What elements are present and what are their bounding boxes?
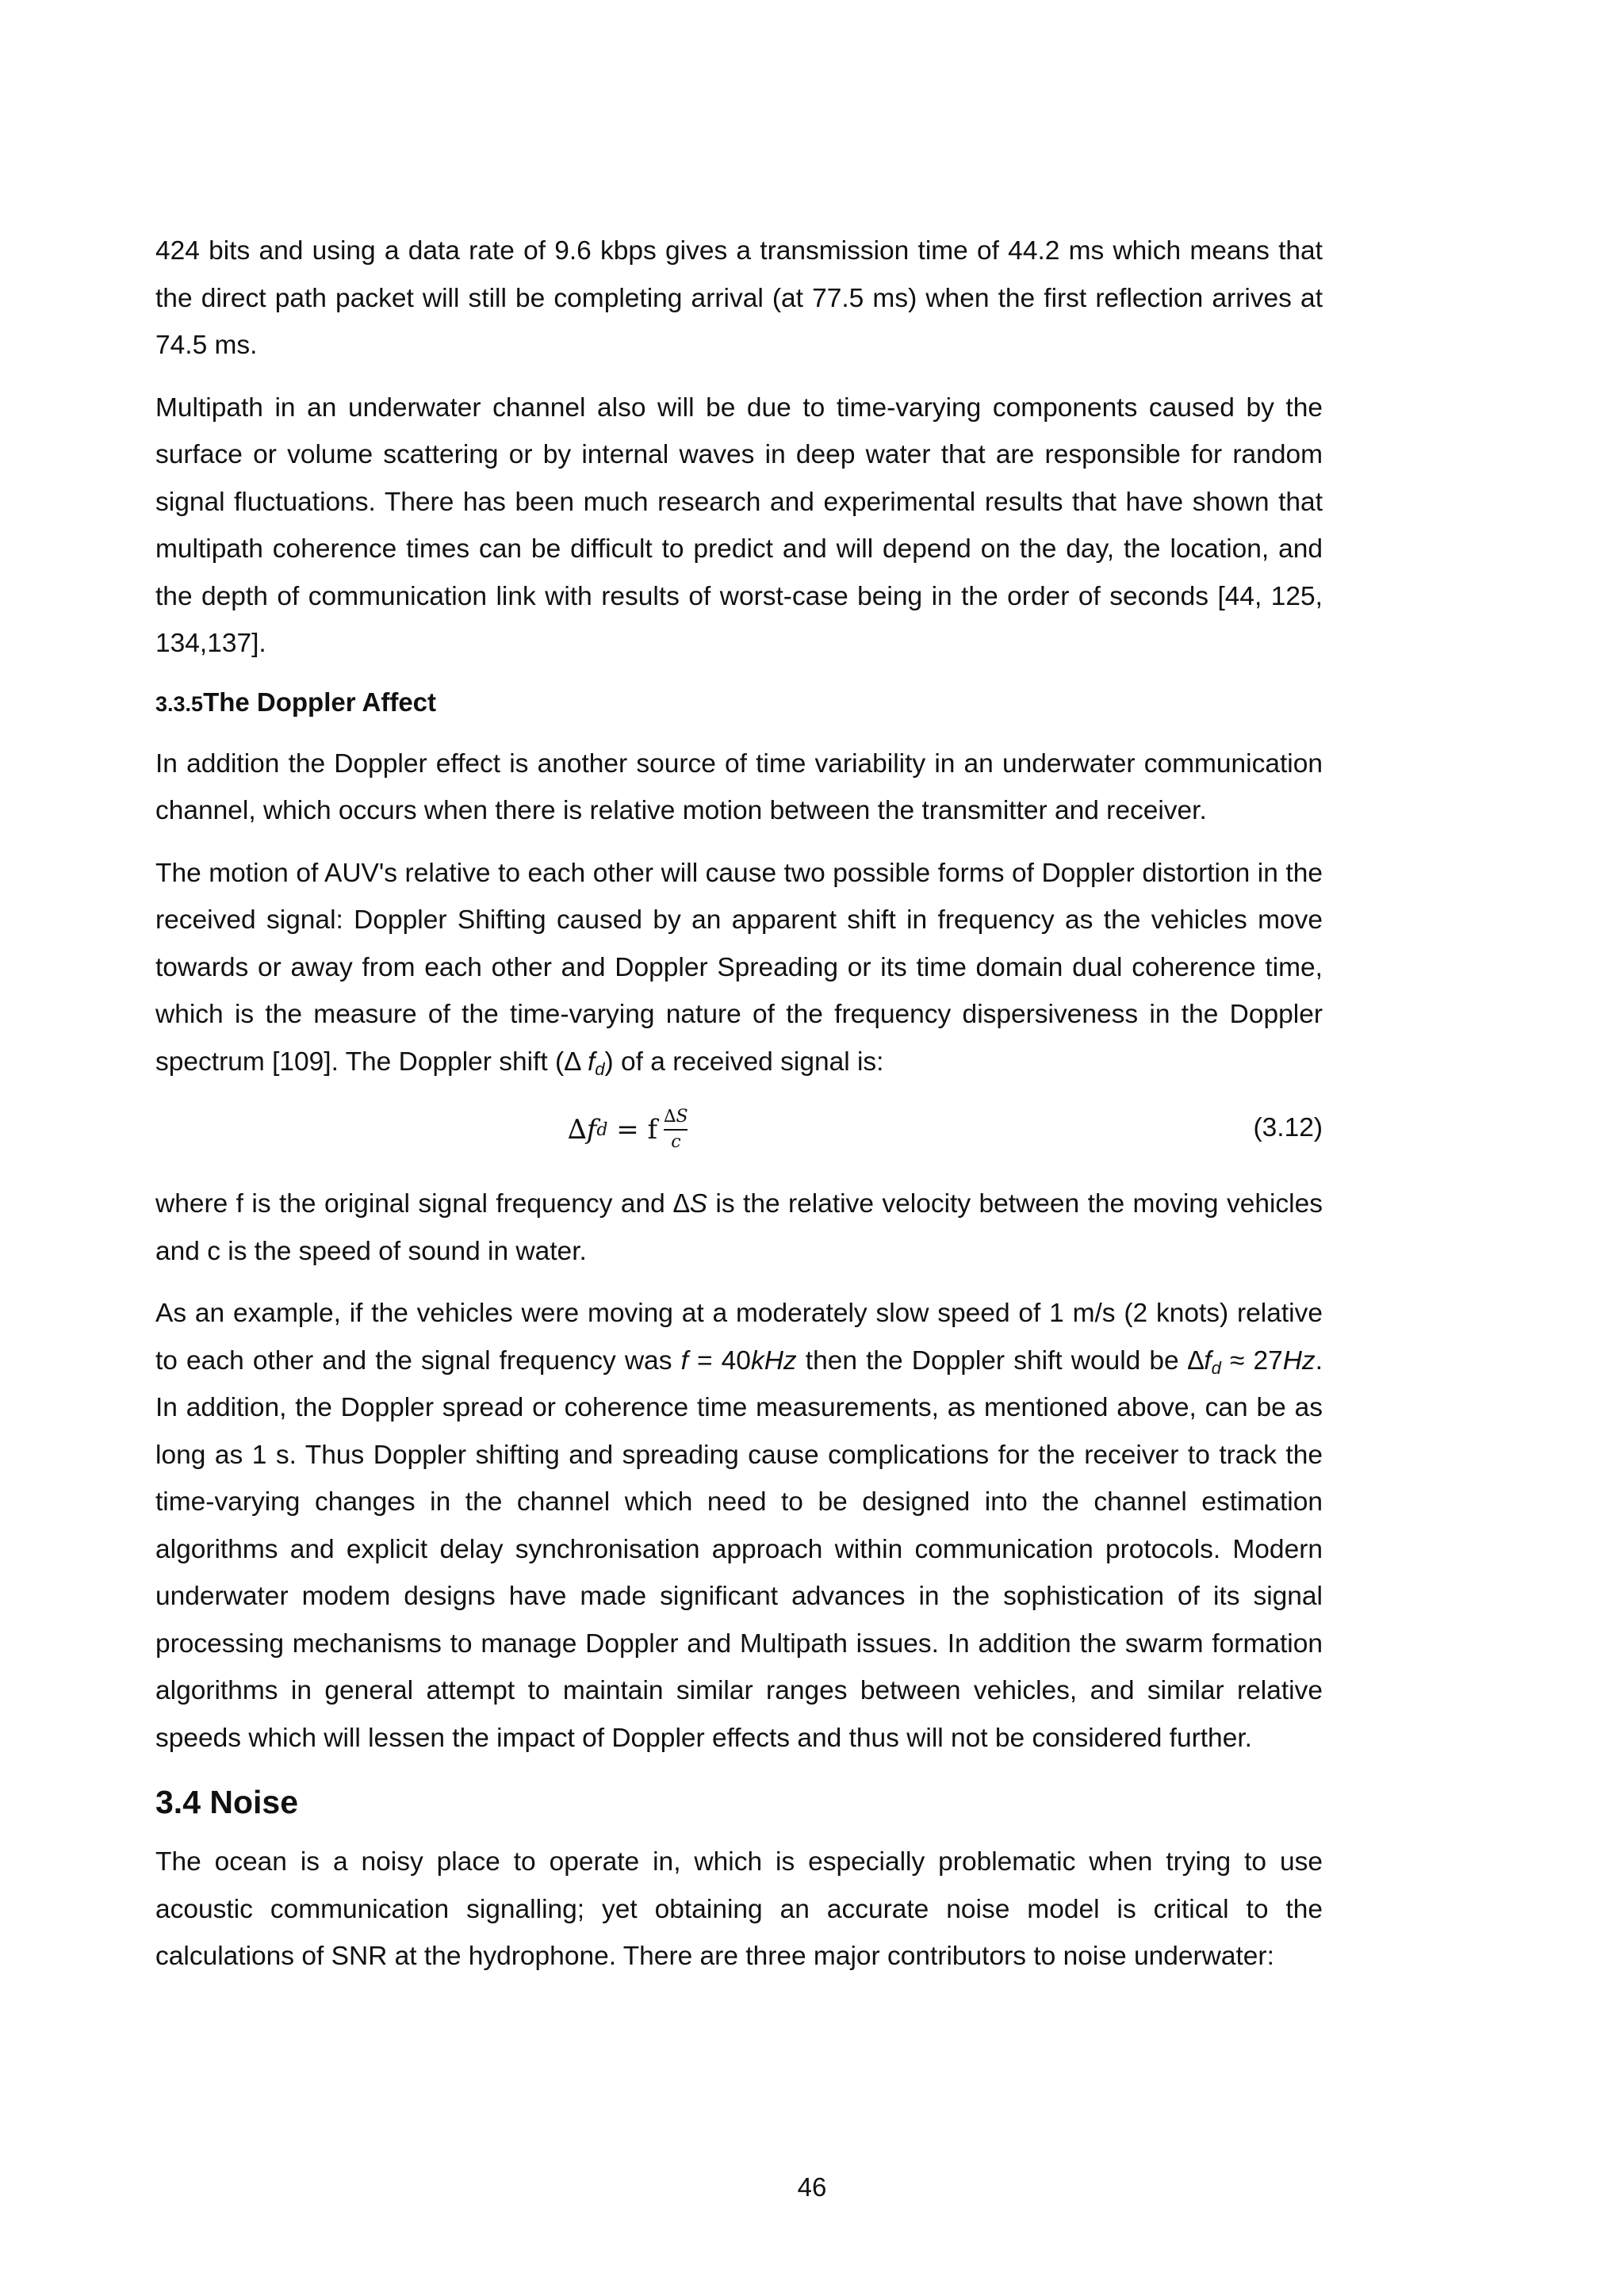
equation-equals: = f	[616, 1114, 658, 1146]
page-body	[155, 228, 1323, 1996]
paragraph-transmission-time: 424 bits and using a data rate of 9.6 kbps gives a transmission time of 44.2 ms which means that the direct path packet will still be completing arrival (at 77.5 ms) when the first reflection arrives at 74.5 ms.	[155, 236, 1323, 360]
equation-denominator: c	[671, 1132, 681, 1152]
subsection-title: The Doppler Affect	[203, 687, 437, 717]
paragraph-doppler-intro: In addition the Doppler effect is another source of time variability in an underwater communication channel, which occurs when there is relative motion between the transmitter and receiver.	[155, 748, 1323, 825]
symbol-f: f	[587, 1047, 596, 1077]
section-heading: 3.4 Noise	[155, 1784, 299, 1820]
equation-delta: ∆	[568, 1114, 587, 1146]
equation-fraction	[664, 1107, 688, 1153]
subsection-heading	[155, 683, 1323, 724]
equation-3-12	[155, 1100, 1323, 1165]
equation-label: (3.12)	[1253, 1113, 1323, 1142]
paragraph-text: . In addition, the Doppler spread or coherence time measurements, as mentioned above, can be as long as 1 s. Thus Doppler shifting and spreading cause complications for the receiver to track the time-varying changes in the channel which need to be designed into the channel estimation algorithms and explicit delay synchronisation approach within communication protocols. Modern underwater modem designs have made significant advances in the sophistication of its signal processing mechanisms to manage Doppler and Multipath issues. In addition the swarm formation algorithms in general attempt to maintain similar ranges between vehicles, and similar relative speeds which will lessen the impact of Doppler effects and thus will not be considered further.	[155, 1345, 1323, 1753]
paragraph-multipath: Multipath in an underwater channel also will be due to time-varying components caused by the surface or volume scattering or by internal waves in deep water that are responsible for random signal fluctuations. There has been much research and experimental results that have shown that multipath coherence times can be difficult to predict and will depend on the day, the location, and the depth of communication link with results of worst-case being in the order of seconds [44, 125, 134,137].	[155, 392, 1323, 658]
paragraph-doppler-forms	[155, 850, 1323, 1086]
paragraph-noise: The ocean is a noisy place to operate in, which is especially problematic when trying to use acoustic communication signalling; yet obtaining an accurate noise model is critical to the calculations of SNR at the hydrophone. There are three major contributors to noise underwater:	[155, 1847, 1323, 1971]
paragraph-text: The motion of AUV's relative to each other will cause two possible forms of Doppler distortion in the received signal: Doppler Shifting caused by an apparent shift in frequency as the vehicles move towards or away from each other and Doppler Spreading or its time domain dual coherence time, which is the measure of the time-varying nature of the frequency dispersiveness in the Doppler spectrum [109]. The Doppler shift (Δ	[155, 858, 1323, 1077]
subsection-number: 3.3.5	[155, 691, 204, 716]
paragraph-text: ) of a received signal is:	[604, 1047, 884, 1077]
paragraph-text: = 40	[688, 1345, 751, 1376]
equation-numerator: ∆S	[664, 1107, 688, 1127]
equation-f: f	[586, 1114, 597, 1146]
symbol-delta-s: ∆S	[673, 1189, 707, 1219]
paragraph-where	[155, 1181, 1323, 1275]
symbol-subscript: d	[595, 1058, 605, 1079]
equation-subscript: d	[596, 1119, 608, 1140]
paragraph-text: then the Doppler shift would be	[796, 1345, 1188, 1376]
symbol-f: f	[680, 1345, 688, 1376]
symbol-hz: Hz	[1282, 1345, 1316, 1376]
paragraph-text: ≈ 27	[1220, 1345, 1283, 1376]
paragraph-text: where f is the original signal frequency and	[155, 1189, 674, 1219]
symbol-subscript: d	[1211, 1357, 1221, 1378]
fraction-bar	[664, 1129, 688, 1131]
page-number: 46	[797, 2172, 827, 2202]
paragraph-text: As an example, if the vehicles were moving at a moderately slow speed of 1 m/s (2 knots) relative to each other and the signal frequency was	[155, 1299, 1323, 1376]
equation-body	[568, 1107, 688, 1153]
symbol-khz: kHz	[750, 1345, 797, 1376]
paragraph-example	[155, 1290, 1323, 1762]
symbol-delta-f: ∆f	[1187, 1345, 1212, 1376]
paragraph-text: is the relative velocity between the moving vehicles and c is the speed of sound in water.	[155, 1189, 1323, 1266]
